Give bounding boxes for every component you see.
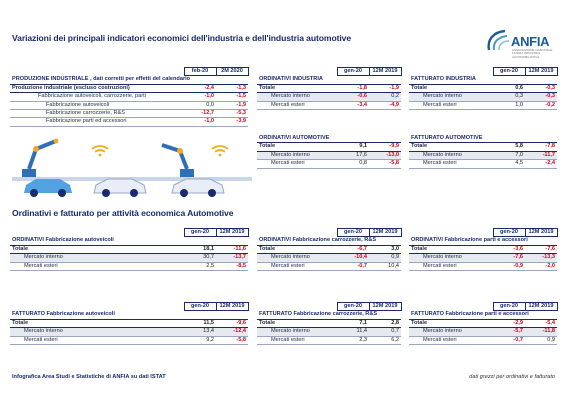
cell-value: -13,3	[525, 254, 557, 262]
cell-value: -0,9	[493, 262, 525, 270]
cell-value: -7,8	[525, 143, 557, 151]
cell-value: -0,3	[525, 84, 557, 92]
col-header: 12M 2019	[216, 303, 248, 311]
col-header: 12M 2019	[525, 303, 557, 311]
row-label: Mercato interno	[409, 93, 493, 101]
cell-value: 7,0	[493, 151, 525, 159]
cell-value: 2,3	[337, 336, 369, 344]
cell-value: -0,7	[337, 262, 369, 270]
col-header: gen-20	[493, 303, 525, 311]
orders-industry-table	[257, 67, 402, 110]
table-header: ORDINATIVI Fabbricazione autoveicoli	[10, 237, 248, 245]
col-header: feb-20	[184, 68, 216, 76]
cell-value: -0,6	[337, 93, 369, 101]
row-label: Mercati esteri	[409, 160, 493, 168]
cell-value: -1,0	[184, 118, 216, 126]
logo-subtitle: ASSOCIAZIONE NAZIONALE FILIERA INDUSTRIA AUTOMOBILISTICA	[512, 48, 553, 59]
row-label: Totale	[257, 84, 337, 92]
col-header: gen-20	[493, 229, 525, 237]
cell-value: 0,7	[369, 328, 401, 336]
footer-note: dati grezzi per ordinativi e fatturato	[469, 374, 555, 380]
cell-value: -7,6	[493, 254, 525, 262]
cell-value: -2,0	[525, 262, 557, 270]
table-header: FATTURATO Fabbricazione parti e accessori	[409, 311, 557, 319]
cell-value: -11,6	[216, 245, 248, 253]
robot-arm-icon	[22, 139, 58, 177]
row-label: Mercato interno	[10, 328, 184, 336]
cell-value: 4,5	[493, 160, 525, 168]
cell-value: -11,8	[525, 328, 557, 336]
row-label: Mercato interno	[257, 254, 337, 262]
row-label: Mercati esteri	[257, 160, 337, 168]
cell-value: -8,5	[216, 262, 248, 270]
orders-automotive-table	[257, 135, 401, 169]
page-title: Variazioni dei principali indicatori economici dell'industria e dell'industria automotive	[12, 33, 352, 43]
col-header: gen-20	[337, 68, 369, 76]
cell-value: -0,2	[525, 101, 557, 109]
row-label: Totale	[409, 245, 493, 253]
row-label: Fabbricazione autoveicoli, carrozzerie, parti	[10, 93, 184, 101]
cell-value: -1,3	[216, 84, 248, 92]
cell-value: 0,9	[525, 336, 557, 344]
car-icon	[172, 179, 224, 197]
row-label: Totale	[409, 319, 493, 327]
col-header: 12M 2019	[369, 68, 401, 76]
car-icon	[94, 179, 146, 197]
row-label: Mercati esteri	[409, 336, 493, 344]
cell-value: -0,7	[493, 336, 525, 344]
row-label: Totale	[409, 143, 493, 151]
row-label: Totale	[10, 319, 184, 327]
cell-value: -3,6	[493, 245, 525, 253]
row-label: Fabbricazione parti ed accessori	[10, 118, 184, 126]
col-header: 12M 2019	[525, 68, 557, 76]
cell-value: 3,0	[369, 245, 401, 253]
row-label: Mercati esteri	[257, 336, 337, 344]
cell-value: -9,6	[216, 319, 248, 327]
cell-value: -13,0	[369, 151, 401, 159]
row-label: Fabbricazione autoveicoli	[10, 101, 184, 109]
cell-value: 7,1	[337, 319, 369, 327]
cell-value: 0,8	[337, 160, 369, 168]
cell-value: -2,9	[493, 319, 525, 327]
row-label: Totale	[409, 84, 493, 92]
cell-value: 0,9	[369, 254, 401, 262]
row-label: Mercato interno	[257, 328, 337, 336]
row-label: Mercato interno	[409, 151, 493, 159]
col-header: gen-20	[184, 229, 216, 237]
table-header: FATTURATO INDUSTRIA	[409, 76, 557, 84]
cell-value: 9,2	[184, 336, 216, 344]
cell-value: 9,1	[337, 143, 369, 151]
cell-value: -1,9	[369, 84, 401, 92]
production-table	[10, 67, 249, 127]
cell-value: -1,9	[216, 101, 248, 109]
cell-value: 17,6	[337, 151, 369, 159]
row-label: Mercato interno	[10, 254, 184, 262]
cell-value: -3,9	[216, 118, 248, 126]
col-header: 12M 2019	[525, 229, 557, 237]
cell-value: -4,9	[369, 101, 401, 109]
section-title: Ordinativi e fatturato per attività economica Automotive	[12, 208, 234, 218]
cell-value: -5,7	[493, 328, 525, 336]
cell-value: -3,4	[337, 101, 369, 109]
wifi-icon	[92, 146, 108, 156]
orders-bodies-table	[257, 228, 402, 271]
table-header: ORDINATIVI Fabbricazione carrozzerie, R&S	[257, 237, 401, 245]
cell-value: 18,1	[184, 245, 216, 253]
robot-arm-icon	[162, 145, 194, 177]
col-header: gen-20	[184, 303, 216, 311]
col-header: 2M 2020	[216, 68, 248, 76]
revenue-automotive-table	[409, 135, 557, 169]
cell-value: -1,5	[216, 93, 248, 101]
cell-value: -5,8	[216, 336, 248, 344]
col-header: 12M 2019	[216, 229, 248, 237]
cell-value: 0,6	[493, 84, 525, 92]
row-label: Totale	[257, 245, 337, 253]
cell-value: 6,2	[369, 336, 401, 344]
row-label: Mercati esteri	[257, 262, 337, 270]
orders-vehicles-table	[10, 228, 249, 271]
anfia-logo-icon	[485, 28, 513, 54]
cell-value: -1,8	[337, 84, 369, 92]
car-icon	[24, 179, 72, 197]
table-header: ORDINATIVI AUTOMOTIVE	[257, 135, 401, 143]
table-header: ORDINATIVI Fabbricazione parti e accessori	[409, 237, 557, 245]
row-label: Fabbricazione carrozzerie, R&S	[10, 110, 184, 118]
row-label: Totale	[257, 319, 337, 327]
row-label: Mercati esteri	[257, 101, 337, 109]
cell-value: -1,0	[184, 93, 216, 101]
revenue-industry-table	[409, 67, 558, 110]
table-header: ORDINATIVI INDUSTRIA	[257, 76, 401, 84]
row-label: Totale	[10, 245, 184, 253]
cell-value: 0,2	[369, 93, 401, 101]
table-header: FATTURATO AUTOMOTIVE	[409, 135, 557, 143]
col-header: 12M 2019	[369, 303, 401, 311]
cell-value: -2,4	[525, 160, 557, 168]
cell-value: -2,4	[184, 84, 216, 92]
col-header: gen-20	[337, 229, 369, 237]
cell-value: -5,8	[369, 160, 401, 168]
row-label: Mercati esteri	[10, 262, 184, 270]
logo-name: ANFIA	[511, 34, 550, 49]
col-header: gen-20	[337, 303, 369, 311]
cell-value: 5,8	[493, 143, 525, 151]
cell-value: 1,0	[493, 101, 525, 109]
table-header: PRODUZIONE INDUSTRIALE , dati corretti per effetti del calendario	[10, 76, 248, 84]
cell-value: -5,3	[216, 110, 248, 118]
factory-illustration	[12, 135, 252, 199]
orders-parts-table	[409, 228, 558, 271]
cell-value: 0,0	[184, 101, 216, 109]
cell-value: -12,4	[216, 328, 248, 336]
table-header: FATTURATO Fabbricazione autoveicoli	[10, 311, 248, 319]
row-label: Mercati esteri	[409, 101, 493, 109]
cell-value: 11,4	[337, 328, 369, 336]
cell-value: 2,5	[184, 262, 216, 270]
row-label: Totale	[257, 143, 337, 151]
cell-value: 13,4	[184, 328, 216, 336]
cell-value: -12,7	[184, 110, 216, 118]
cell-value: 11,5	[184, 319, 216, 327]
cell-value: -0,3	[525, 93, 557, 101]
cell-value: 30,7	[184, 254, 216, 262]
revenue-bodies-table	[257, 302, 402, 345]
cell-value: -5,4	[525, 319, 557, 327]
col-header: gen-20	[493, 68, 525, 76]
cell-value: -13,7	[216, 254, 248, 262]
footer-source: Infografica Area Studi e Statistiche di ANFIA su dati ISTAT	[12, 374, 166, 380]
revenue-parts-table	[409, 302, 558, 345]
row-label: Mercati esteri	[10, 336, 184, 344]
row-label: Mercati esteri	[409, 262, 493, 270]
row-label: Produzione industriale (escluso costruzioni)	[10, 84, 184, 92]
row-label: Mercato interno	[257, 93, 337, 101]
table-header: FATTURATO Fabbricazione carrozzerie, R&S	[257, 311, 401, 319]
cell-value: 2,8	[369, 319, 401, 327]
cell-value: -9,9	[369, 143, 401, 151]
wifi-icon	[212, 146, 228, 156]
revenue-vehicles-table	[10, 302, 249, 345]
col-header: 12M 2019	[369, 229, 401, 237]
row-label: Mercato interno	[409, 328, 493, 336]
cell-value: -10,4	[337, 254, 369, 262]
row-label: Mercato interno	[409, 254, 493, 262]
anfia-logo	[485, 26, 555, 60]
row-label: Mercato interno	[257, 151, 337, 159]
cell-value: 10,4	[369, 262, 401, 270]
cell-value: 0,3	[493, 93, 525, 101]
cell-value: -11,7	[525, 151, 557, 159]
cell-value: -6,7	[337, 245, 369, 253]
cell-value: -7,6	[525, 245, 557, 253]
